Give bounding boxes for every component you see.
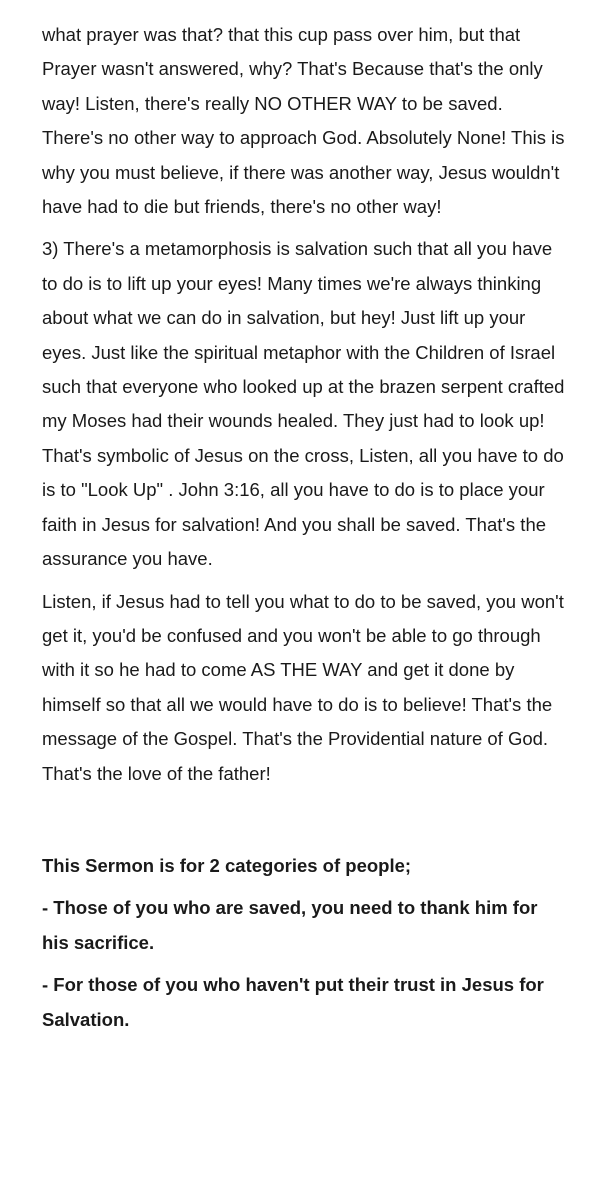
paragraph-the-way: Listen, if Jesus had to tell you what to do to be saved, you won't get it, you'd be confused and you won't be able to go through with it so he had to come AS THE WAY and get it done by himself so that all we would have to do is to believe! That's the message of the Gospel. That's the Providential nature of God. That's the love of the father! — [42, 590, 564, 784]
paragraph-metamorphosis: 3) There's a metamorphosis is salvation such that all you have to do is to lift up your eyes! Many times we're always thinking about what we can do in salvation, but hey! Just lift up your eyes. Just like the spiritual metaphor with the Children of Israel such that everyone who looked up at the brazen serpent crafted my Moses had their wounds healed. They just had to look up! That's symbolic of Jesus on the cross, Listen, all you have to do is to "Look Up" . John 3:16, all you have to do is to place your faith in Jesus for salvation! And you shall be saved. That's the assurance you have. — [42, 238, 565, 570]
section-spacer — [42, 799, 567, 849]
audience-item-saved: - Those of you who are saved, you need to thank him for his sacrifice. — [42, 897, 538, 953]
article-body — [42, 18, 567, 1045]
sermon-audience-section — [42, 849, 567, 1037]
sermon-audience-heading: This Sermon is for 2 categories of people; — [42, 854, 412, 876]
paragraph-prayer: what prayer was that? that this cup pass over him, but that Prayer wasn't answered, why? That's Because that's the only way! Listen, there's really NO OTHER WAY to be saved. There's no other way to approach God. Absolutely None! This is why you must believe, if there was another way, Jesus wouldn't have had to die but friends, there's no other way! — [42, 24, 565, 218]
audience-item-unsaved: - For those of you who haven't put their trust in Jesus for Salvation. — [42, 974, 544, 1030]
